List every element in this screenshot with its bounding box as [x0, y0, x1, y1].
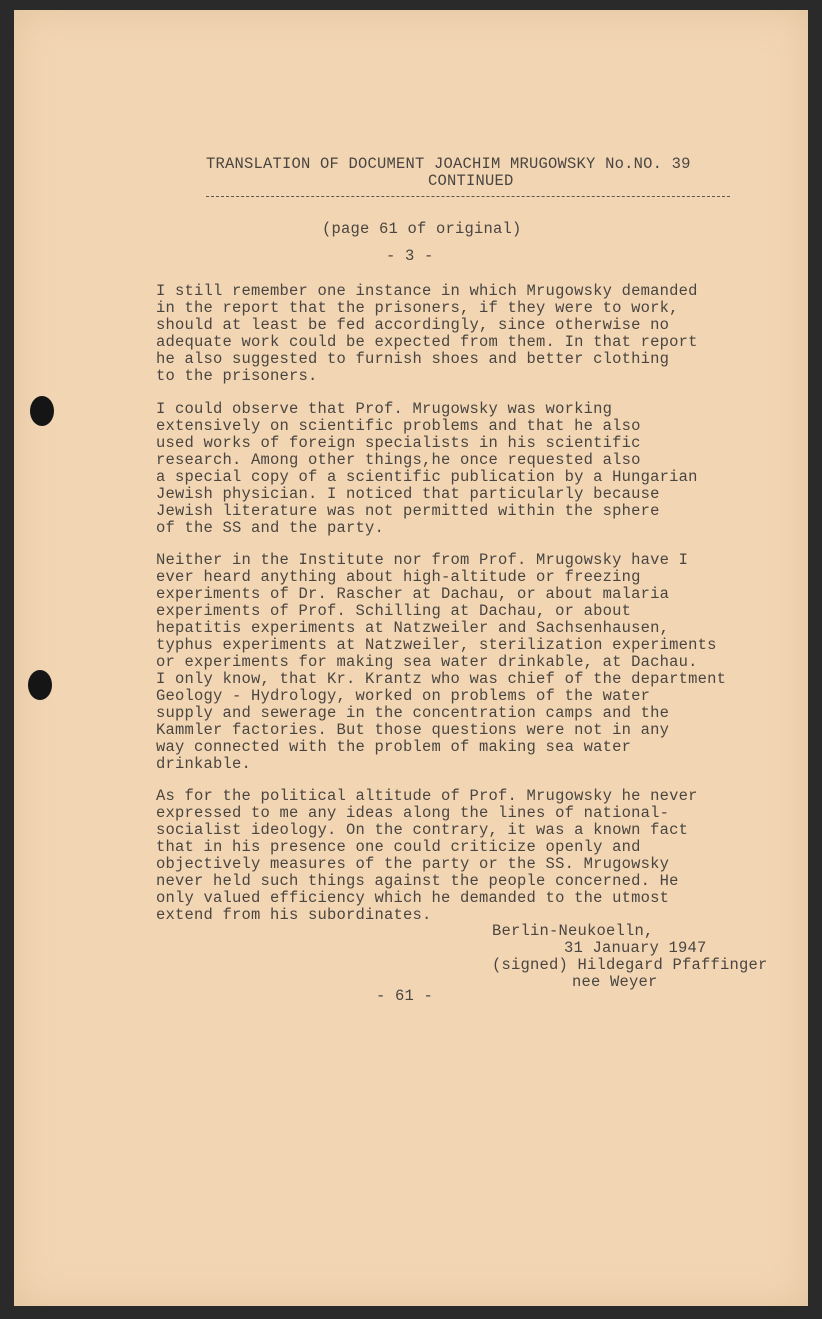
paragraph-line: or experiments for making sea water drinkable, at Dachau.	[156, 653, 698, 671]
paragraph-line: expressed to me any ideas along the lines of national-	[156, 804, 670, 822]
paragraph-line: a special copy of a scientific publication by a Hungarian	[156, 468, 698, 486]
paragraph-line: supply and sewerage in the concentration camps and the	[156, 704, 670, 722]
document-title: TRANSLATION OF DOCUMENT JOACHIM MRUGOWSKY No.NO. 39	[206, 155, 691, 173]
paragraph-line: Jewish physician. I noticed that particularly because	[156, 485, 660, 503]
paragraph-line: Jewish literature was not permitted within the sphere	[156, 502, 660, 520]
paragraph-line: Geology - Hydrology, worked on problems of the water	[156, 687, 651, 705]
section-page-number: - 3 -	[386, 247, 434, 265]
paragraph-line: typhus experiments at Natzweiler, sterilization experiments	[156, 636, 717, 654]
paragraph-line: As for the political altitude of Prof. Mrugowsky he never	[156, 787, 698, 805]
paragraph-line: to the prisoners.	[156, 367, 318, 385]
paragraph-line: used works of foreign specialists in his scientific	[156, 434, 641, 452]
paragraph-line: never held such things against the people concerned. He	[156, 872, 679, 890]
paragraph-2	[156, 401, 796, 537]
paragraph-line: hepatitis experiments at Natzweiler and Sachsenhausen,	[156, 619, 670, 637]
paragraph-line: Kammler factories. But those questions were not in any	[156, 721, 670, 739]
punch-hole-lower	[28, 670, 52, 700]
original-page-reference: (page 61 of original)	[322, 220, 522, 238]
paragraph-line: I could observe that Prof. Mrugowsky was working	[156, 400, 613, 418]
paragraph-line: I only know, that Kr. Krantz who was chief of the department	[156, 670, 727, 688]
paragraph-line: experiments of Dr. Rascher at Dachau, or about malaria	[156, 585, 670, 603]
header-rule	[206, 196, 730, 197]
paragraph-line: only valued efficiency which he demanded to the utmost	[156, 889, 670, 907]
paragraph-line: I still remember one instance in which Mrugowsky demanded	[156, 282, 698, 300]
signature-block	[478, 923, 798, 991]
paragraph-line: socialist ideology. On the contrary, it was a known fact	[156, 821, 689, 839]
paragraph-line: he also suggested to furnish shoes and better clothing	[156, 350, 670, 368]
footer-page-number: - 61 -	[376, 987, 434, 1005]
signature-signed: (signed) Hildegard Pfaffinger	[492, 956, 768, 974]
paragraph-line: that in his presence one could criticize openly and	[156, 838, 641, 856]
paragraph-line: way connected with the problem of making sea water	[156, 738, 632, 756]
paragraph-line: should at least be fed accordingly, since otherwise no	[156, 316, 670, 334]
paragraph-line: extensively on scientific problems and that he also	[156, 417, 641, 435]
document-header	[206, 156, 736, 197]
paragraph-1	[156, 283, 796, 385]
paragraph-line: research. Among other things,he once requested also	[156, 451, 641, 469]
paragraph-line: drinkable.	[156, 755, 252, 773]
paragraph-3	[156, 552, 796, 773]
punch-hole-upper	[30, 396, 54, 426]
paragraph-line: extend from his subordinates.	[156, 906, 432, 924]
paragraph-line: Neither in the Institute nor from Prof. Mrugowsky have I	[156, 551, 689, 569]
paragraph-line: experiments of Prof. Schilling at Dachau, or about	[156, 602, 632, 620]
document-title-continued: CONTINUED	[428, 172, 514, 190]
paragraph-line: adequate work could be expected from them. In that report	[156, 333, 698, 351]
paragraph-line: objectively measures of the party or the SS. Mrugowsky	[156, 855, 670, 873]
signature-date: 31 January 1947	[564, 939, 707, 957]
signature-place: Berlin-Neukoelln,	[492, 922, 654, 940]
paragraph-line: of the SS and the party.	[156, 519, 385, 537]
paragraph-line: ever heard anything about high-altitude or freezing	[156, 568, 641, 586]
paragraph-4	[156, 788, 796, 924]
signature-nee: nee Weyer	[572, 973, 658, 991]
paragraph-line: in the report that the prisoners, if they were to work,	[156, 299, 679, 317]
